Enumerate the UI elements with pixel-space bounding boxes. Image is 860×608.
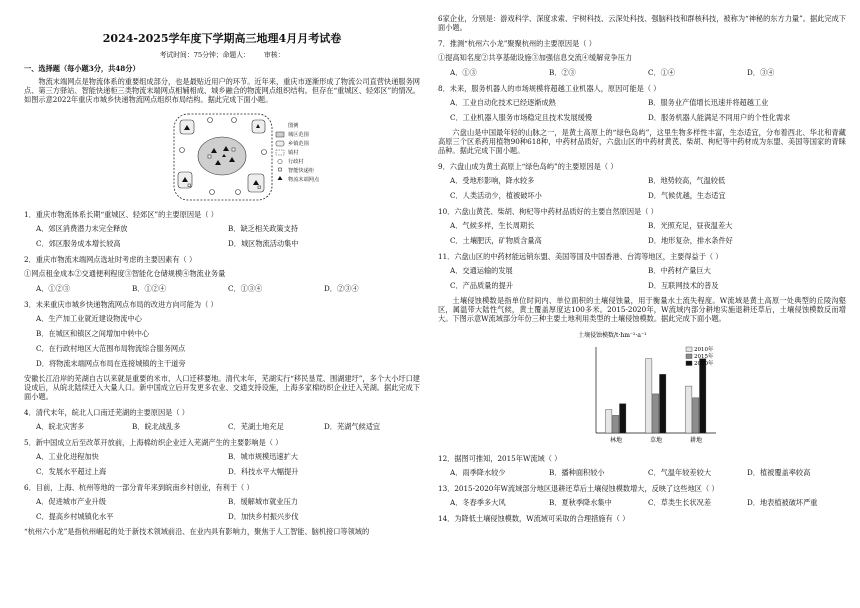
q2-items [24,269,420,278]
q13-option-d[interactable]: D．地表植被破坏严重 [747,498,818,507]
question-9: 9．六盘山成为黄土高原上“绿色岛屿”的主要原因是（ ） [438,162,618,171]
question-14: 14．为降低土壤侵蚀模数，W流域可采取的合理措施有（ ） [438,514,630,523]
q12-option-c[interactable]: C．气温年较差较大 [648,468,712,477]
bar-林地-2010年 [606,410,612,433]
legend-township: 乡镇范围 [288,141,309,148]
q5-option-c[interactable]: C．发展水平超过上海 [36,467,107,477]
figure-legend [288,122,319,185]
bar-草地-2020年 [660,374,666,433]
q7-option-b[interactable]: B．②③ [549,68,576,77]
question-6: 6．目前，上海、杭州等地的一部分青年来到皖南乡村创业，有利于（ ） [24,483,254,493]
q8-option-c[interactable]: C．工业机器人服务市场稳定且技术发展缓慢 [450,113,593,122]
q8-options [438,98,846,122]
bar-林地-2020年 [620,404,626,433]
material-4: 六盘山是中国最年轻的山脉之一，是黄土高原上的“绿色岛屿”，这里生物多样性丰富，生态适宜，分布着西北、华北和青藏高原三个区系药用植物90种618种，中药材品质好，六盘山区的中药材黄芪、柴胡、枸杞等中药材成为东盟、美国等国家的青睐品种。据此完成下面小题。 [438,128,846,155]
chart-y-label: 土壤侵蚀模数/t·hm⁻²·a⁻¹ [578,332,647,339]
question-1: 1．重庆市物流体系长期“重城区、轻郊区”的主要原因是（ ） [24,210,218,220]
question-8: 8．未来，服务机器人的市场规模将超越工业机器人，原因可能是（ ） [438,84,661,93]
q2-items-text: ①网点租金成本②交通便利程度③智能化仓储规模④物流业务量 [24,269,226,279]
x-tick-label: 耕地 [689,437,703,444]
q4-option-b[interactable]: B．皖北战乱多 [132,422,181,432]
legend-swatch [686,347,692,352]
q3-option-a[interactable]: A．生产加工业就近建设物流中心 [36,314,142,324]
question-2: 2．重庆市物流末端网点选址时考虑的主要因素有（ ） [24,255,197,265]
q12-options [438,468,846,477]
material-3-end: 6家企业，分别是：游戏科学、深度求索、宇树科技、云深处科技、强脑科技和群核科技，被称为“神秘的东方力量”。据此完成下面小题。 [438,14,846,32]
legend-smart-locker: 智能快递柜 [288,168,314,175]
question-5: 5．新中国成立后至改革开放前，上海棉纺织企业迁入芜湖产生的主要影响是（ ） [24,438,283,448]
q11-options [438,266,846,290]
q10-option-d[interactable]: D．地形复杂，排水条件好 [648,236,733,245]
material-5: 土壤侵蚀模数是指单位时间内、单位面积的土壤侵蚀量，用于衡量水土流失程度。W流域是黄土高原一处典型的丘陵沟壑区，属温带大陆性气候，黄土覆盖厚度达100多米。2015-2020年，W流域内部分耕地实施退耕还草后，土壤侵蚀模数反而增大。下图示意W流域部分年份三种主要土地利用类型的土壤侵蚀模数。据此完成下面小题。 [438,296,846,323]
q9-options [438,176,846,200]
q2-option-b[interactable]: B．①②④ [132,284,167,294]
logistics-network-figure [152,110,342,202]
q8-option-d[interactable]: D．服务机器人能满足不同用户的个性化需求 [648,113,791,122]
question-4: 4．清代末年，皖北人口南迁芜湖的主要原因是（ ） [24,408,189,418]
legend-village-range: 镇村 [288,150,299,157]
question-10: 10．六盘山黄芪、柴胡、枸杞等中药材品质好的主要自然原因是（ ） [438,207,658,216]
q2-option-d[interactable]: D．②③④ [324,284,359,294]
bar-草地-2010年 [646,359,652,433]
q4-option-c[interactable]: C．芜湖土地充足 [228,422,284,432]
exam-reviewer: 审核： [264,50,285,59]
legend-swatch [686,354,692,359]
q12-option-b[interactable]: B．播种面积较小 [549,468,605,477]
question-12: 12．据图可推知，2015年W流域（ ） [438,454,562,463]
x-tick-label: 林地 [609,437,623,444]
q13-option-c[interactable]: C．草类生长状况差 [648,498,712,507]
q6-options [24,497,420,521]
legend-label: 2020年 [694,361,714,367]
q5-option-b[interactable]: B．城市规模迅速扩大 [228,452,298,462]
bar-耕地-2020年 [700,359,706,433]
legend-urban: 城区范围 [288,132,309,139]
q6-option-b[interactable]: B．缓解城市就业压力 [228,497,298,507]
exam-title: 2024-2025学年度下学期高三地理4月月考试卷 [102,32,342,45]
q5-options [24,452,420,476]
q3-option-c[interactable]: C．在行政村地区大范围布局物流综合服务网点 [36,344,186,354]
q2-options [24,284,420,293]
q1-option-d[interactable]: D．城区物流活动集中 [228,239,299,249]
q11-option-a[interactable]: A．交通运输的发展 [450,266,513,275]
material-2: 安徽长江沿岸的芜湖自古以来就是重要的米市、人口迁移要地。清代末年，芜湖实行“移民垦荒、围湖建圩”，多个大小圩口建设成后，从皖北陆续迁入大量人口。新中国成立后开发更多农业、交通支持设施，上海多家棉纺织企业迁入芜湖。据此完成下面小题。 [24,374,420,402]
q12-option-a[interactable]: A．雨季降水较少 [450,468,506,477]
q8-option-b[interactable]: B．服务业产值增长迅速并将超越工业 [648,98,769,107]
legend-swatch [686,361,692,366]
q7-options [438,68,846,77]
q11-option-b[interactable]: B．中药材产量巨大 [648,266,711,275]
q6-option-d[interactable]: D．加快乡村振兴步伐 [228,512,299,522]
bar-耕地-2010年 [686,386,692,433]
legend-label: 2015年 [694,354,714,360]
q7-option-c[interactable]: C．①④ [648,68,676,77]
right-column [430,0,860,608]
q5-option-d[interactable]: D．科技水平大幅提升 [228,467,299,477]
q3-option-d[interactable]: D．将物流末端网点布局在连接城镇的主干道旁 [36,359,186,369]
question-7: 7．推测“杭州六小龙”聚聚杭州的主要原因是（ ） [438,39,596,48]
exam-meta [24,51,420,59]
legend-label: 2010年 [694,347,714,353]
q10-option-c[interactable]: C．土壤肥沃，矿物质含量高 [450,236,542,245]
erosion-bar-chart [574,329,774,447]
x-tick-label: 草地 [649,437,663,444]
q10-options [438,221,846,245]
q10-option-a[interactable]: A．气候多样，生长周期长 [450,221,535,230]
q1-option-c[interactable]: C．郊区服务成本增长较高 [36,239,121,249]
q1-options [24,224,420,248]
q12-option-d[interactable]: D．植被覆盖率较高 [747,468,811,477]
q6-option-c[interactable]: C．提高乡村城镇化水平 [36,512,114,522]
section-heading: 一、选择题（每小题3分，共48分） [24,64,140,74]
material-3-start: “杭州六小龙”是指杭州崛起的处于新技术领域前沿、在业内具有影响力，聚焦于人工智能、脑机接口等领域的 [24,527,370,537]
q11-option-d[interactable]: D．互联网技术的普及 [648,281,719,290]
q3-options [24,314,420,368]
q7-items: ①提高知名度②共享基础设施③加强信息交流④缓解竞争压力 [438,53,633,62]
legend-title: 图例 [288,123,299,130]
q13-options [438,498,846,507]
bar-林地-2015年 [613,415,619,433]
q6-option-a[interactable]: A．促进城市产业升级 [36,497,106,507]
legend-admin-village: 行政村 [288,159,304,166]
q2-option-c[interactable]: C．①③④ [228,284,263,294]
q1-option-b[interactable]: B．缺乏相关政策支持 [228,224,298,234]
q9-option-a[interactable]: A．受地形影响，降水较多 [450,176,535,185]
q7-option-d[interactable]: D．③④ [747,68,775,77]
q13-option-a[interactable]: A．冬春季多大风 [450,498,506,507]
bar-chart-svg [574,329,774,447]
question-11: 11．六盘山区的中药材能远销东盟、美国等国及中国香港、台湾等地区，主要得益于（ ） [438,252,723,261]
q9-option-c[interactable]: C．人类活动少，植被破坏小 [450,191,542,200]
q8-option-a[interactable]: A．工业自动化技术已经逐渐成熟 [450,98,556,107]
q9-option-b[interactable]: B．地势较高，气温较低 [648,176,726,185]
question-13: 13．2015-2020年W流域部分地区退耕还草后土壤侵蚀模数增大，反映了这些地区（ ） [438,484,719,493]
bar-耕地-2015年 [693,398,699,433]
legend-terminal-point: 物流末端网点 [288,177,320,184]
q5-option-a[interactable]: A．工业化进程加快 [36,452,99,462]
q2-option-a[interactable]: A．①②③ [36,284,70,294]
q4-option-d[interactable]: D．芜湖气候适宜 [324,422,381,432]
q11-option-c[interactable]: C．产品质量的提升 [450,281,514,290]
q4-option-a[interactable]: A．皖北灾害多 [36,422,85,432]
q13-option-b[interactable]: B．夏秋季降水集中 [549,498,612,507]
q10-option-b[interactable]: B．光照充足，昼夜温差大 [648,221,733,230]
bar-草地-2015年 [653,394,659,433]
q3-option-b[interactable]: B．在城区和镇区之间增加中转中心 [36,329,150,339]
exam-time: 考试时间：75分钟；命题人： [159,50,250,59]
q9-option-d[interactable]: D．气候优越，生态适宜 [648,191,726,200]
material-1: 物流末端网点是物流体系的重要组成部分，也是最贴近用户的环节。近年来，重庆市逐渐形成了物流公司直营快递服务网点、第三方驿站、智能快递柜三类物流末端网点相辅相成、城乡融合的物流网点组织结构。但存在“重城区、轻郊区”的情况。如图示意2022年重庆市城乡快递物流网点组织布局结构。据此完成下面小题。 [24,77,420,105]
q7-option-a[interactable]: A．①③ [450,68,477,77]
question-3: 3．未来重庆市城乡快递物流网点布局的改进方向可能为（ ） [24,300,218,310]
q1-option-a[interactable]: A．郊区消费潜力未完全释放 [36,224,128,234]
q4-options [24,422,420,431]
